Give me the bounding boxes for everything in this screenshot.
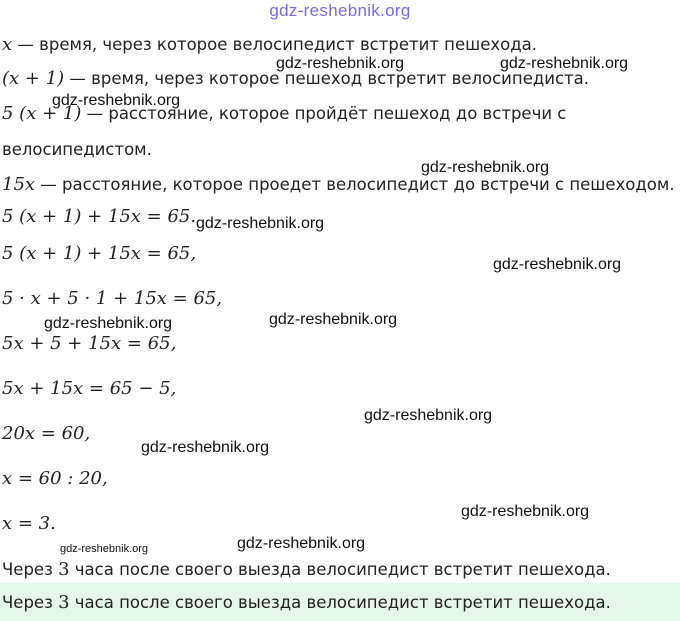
- equation-line-8: [2, 513, 56, 535]
- math-expression: 20x = 60,: [2, 423, 91, 444]
- solution-line-4: [2, 139, 152, 161]
- watermark: gdz-reshebnik.org: [421, 159, 550, 176]
- equation-line-1: [2, 206, 196, 228]
- equation-line-6: [2, 423, 90, 445]
- watermark: gdz-reshebnik.org: [269, 311, 398, 328]
- line-text: — расстояние, которое проедет велосипедист до встречи с пешеходом.: [35, 175, 675, 194]
- site-watermark-title: gdz-reshebnik.org: [269, 1, 411, 20]
- watermark: gdz-reshebnik.org: [141, 439, 270, 456]
- math-expression: x: [2, 34, 13, 55]
- equation-line-5: [2, 378, 176, 400]
- answer-post: часа после своего выезда велосипедист встретит пешехода.: [69, 593, 611, 612]
- math-expression: 5x + 5 + 15x = 65,: [2, 333, 177, 354]
- watermark: gdz-reshebnik.org: [237, 535, 366, 552]
- watermark: gdz-reshebnik.org: [60, 543, 149, 555]
- conclusion-post: часа после своего выезда велосипедист встретит пешехода.: [69, 560, 611, 579]
- watermark: gdz-reshebnik.org: [493, 256, 622, 273]
- line-text: — время, через которое велосипедист встретит пешехода.: [12, 35, 537, 54]
- answer-box: [0, 583, 680, 621]
- equation-line-3: [2, 288, 222, 310]
- watermark: gdz-reshebnik.org: [44, 315, 173, 332]
- math-expression: 5 (x + 1) + 15x = 65,: [2, 243, 197, 264]
- solution-line-5: [2, 174, 675, 196]
- math-expression: (x + 1): [2, 68, 65, 89]
- math-expression: 5 · x + 5 · 1 + 15x = 65,: [2, 288, 223, 309]
- watermark: gdz-reshebnik.org: [276, 55, 405, 72]
- equation-line-2: [2, 243, 196, 265]
- line-text: велосипедистом.: [2, 140, 152, 159]
- equation-line-7: [2, 468, 108, 490]
- math-expression: x = 60 : 20,: [2, 468, 108, 489]
- line-text: — расстояние, которое пройдёт пешеход до встречи с: [81, 104, 567, 123]
- math-expression: 5 (x + 1): [2, 103, 82, 124]
- conclusion-number: 3: [58, 559, 70, 580]
- watermark: gdz-reshebnik.org: [500, 55, 629, 72]
- math-expression: 15x: [2, 174, 36, 195]
- conclusion-line: [2, 559, 611, 581]
- equation-line-4: [2, 333, 176, 355]
- site-header: [0, 0, 680, 28]
- conclusion-pre: Через: [2, 560, 59, 579]
- watermark: gdz-reshebnik.org: [364, 407, 493, 424]
- watermark: gdz-reshebnik.org: [461, 503, 590, 520]
- watermark: gdz-reshebnik.org: [52, 92, 181, 109]
- line-text: — время, через которое пешеход встретит велосипедиста.: [64, 69, 590, 88]
- math-expression: x = 3.: [2, 513, 56, 534]
- math-expression: 5 (x + 1) + 15x = 65.: [2, 206, 197, 227]
- watermark: gdz-reshebnik.org: [196, 215, 325, 232]
- math-expression: 5x + 15x = 65 − 5,: [2, 378, 177, 399]
- answer-text: [2, 592, 611, 613]
- solution-line-1: [2, 34, 537, 56]
- answer-pre: Через: [2, 593, 59, 612]
- answer-number: 3: [58, 592, 70, 613]
